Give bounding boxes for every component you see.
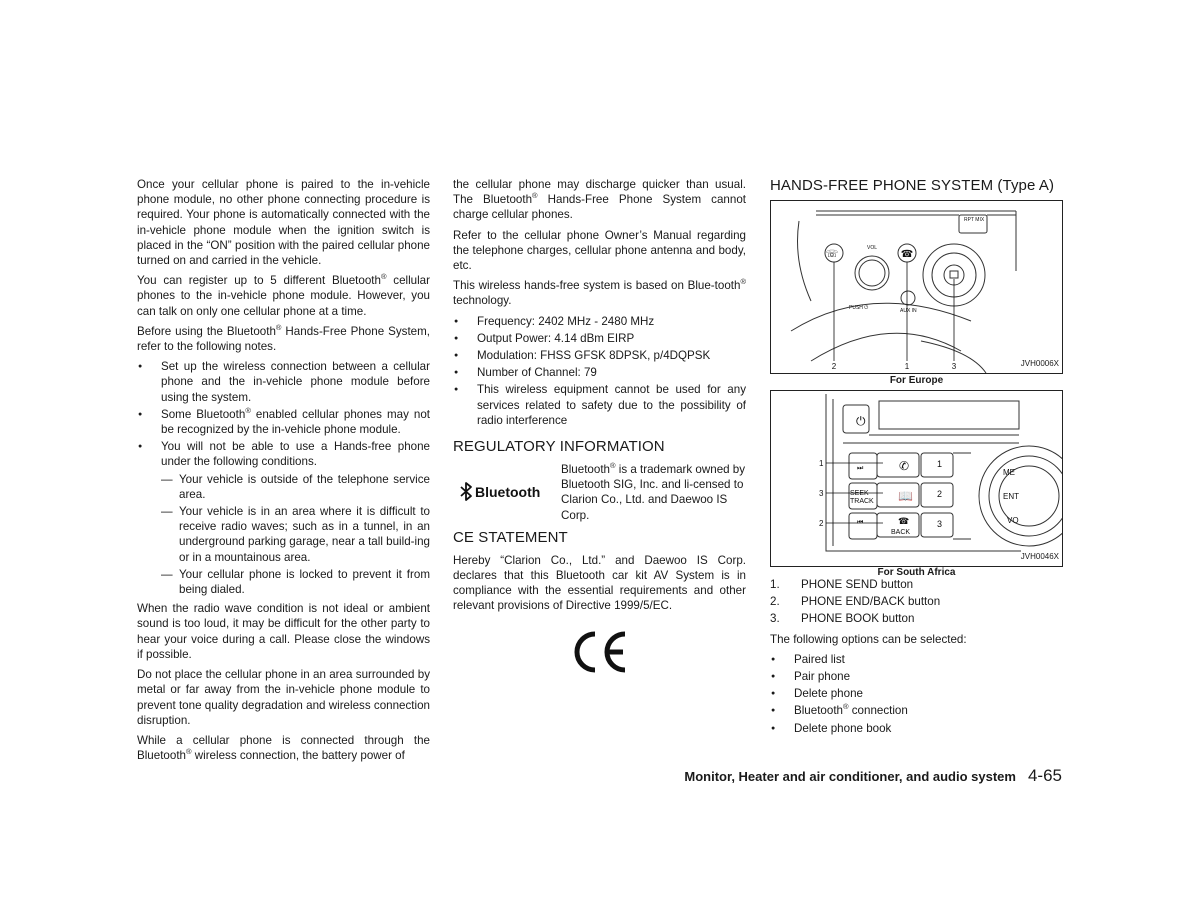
registered-mark: ® [275,322,282,332]
page-footer [684,766,1062,786]
button-legend [770,577,1063,627]
bluetooth-logo [453,462,549,523]
enter-label: ENT [1003,492,1019,501]
figure-code: JVH0006X [1020,358,1059,368]
column-right [770,177,1063,740]
registered-mark: ® [610,461,616,471]
preset-2-label: 2 [937,489,943,499]
section-heading: REGULATORY INFORMATION [453,438,665,456]
paragraph: Once your cellular phone is paired to the in-vehicle phone module, no other phone connecting procedure is required. Your phone is automatically connected with the in-vehicle phone module when the ignition switch is placed in the “ON” position with the paired cellular phone turned on and carried in the vehicle. [137,178,430,268]
preset-3-label: 3 [937,519,943,529]
list-item: ● Some Bluetooth® enabled cellular phones may not be recognized by the in-vehicle phone module. [137,407,430,437]
list-item: — Your cellular phone is locked to prevent it from being dialed. [161,567,430,597]
notes-list [137,359,430,597]
phone-book-icon: 📖 [898,489,913,503]
aux-in-label: AUX IN [900,308,917,314]
paragraph: You can register up to 5 different Bluetooth® cellular phones to the in-vehicle phone module. However, you can talk on only one cellular phone at a time. [137,272,430,318]
list-item: ● Frequency: 2402 MHz - 2480 MHz [453,314,746,329]
paragraph: Hereby “Clarion Co., Ltd.” and Daewoo IS Corp. declares that this Bluetooth car kit AV System is in compliance with the essential requirements and other relevant provisions of Directive 1999/5/EC. [453,553,746,613]
vol-label: VOL [867,245,878,251]
figure-europe [770,200,1063,374]
menu-label: ME [1003,468,1015,477]
figure-caption: For Europe [889,375,944,386]
list-item: ● Number of Channel: 79 [453,365,746,380]
list-item: ● Paired list [770,652,1063,667]
seek-label: SEEK [850,490,869,497]
registered-mark: ® [380,272,387,282]
figure-code: JVH0046X [1020,551,1059,561]
paragraph: Before using the Bluetooth® Hands-Free Phone System, refer to the following notes. [137,322,430,354]
bluetooth-logo-text: Bluetooth [475,484,541,501]
list-item: ● Pair phone [770,669,1063,684]
section-heading: HANDS-FREE PHONE SYSTEM (Type A) [770,177,1055,194]
page-number: 4-65 [1027,766,1062,785]
column-left [137,177,430,768]
callout-2: 2 [831,362,837,371]
list-item: ● This wireless equipment cannot be used for any services related to safety due to the possibility of radio interference [453,382,746,428]
options-list [770,652,1063,736]
figure-caption: For South Africa [877,567,956,578]
list-item: — Your vehicle is in an area where it is difficult to receive radio waves; such as in a tunnel, in an underground parking garage, near a tall build-ing or in a mountainous area. [161,504,430,565]
paragraph: When the radio wave condition is not ideal or ambient sound is too loud, it may be difficult for the other party to hear your voice during a call. Please close the windows if possible. [137,602,430,661]
registered-mark: ® [245,405,251,415]
list-item: ● Set up the wireless connection between a cellular phone and the in-vehicle phone module before using the system. [137,359,430,405]
paragraph: Refer to the cellular phone Owner’s Manual regarding the telephone charges, cellular phone antenna and body, etc. [453,228,746,273]
registered-mark: ® [532,191,538,201]
callout-1: 1 [819,459,824,468]
callout-3: 3 [819,489,824,498]
list-item: 3. PHONE BOOK button [770,612,915,626]
list-item: ● Modulation: FHSS GFSK 8DPSK, p/4DQPSK [453,348,746,363]
volume-label: VO [1007,516,1019,525]
list-item: ● Output Power: 4.14 dBm EIRP [453,331,746,346]
section-title: Monitor, Heater and air conditioner, and audio system [684,769,1016,784]
column-middle [453,177,746,676]
phone-send-icon: ☏ [825,249,839,260]
list-item: ● Delete phone [770,686,1063,701]
specs-list [453,314,746,428]
paragraph: This wireless hands-free system is based on Blue-tooth® technology. [453,277,746,308]
paragraph: The following options can be selected: [770,632,967,646]
callout-3: 3 [951,362,957,371]
phone-send-icon: ✆ [899,459,910,473]
preset-1-label: 1 [937,459,943,469]
audio-panel-europe-illustration [771,201,1062,373]
paragraph: While a cellular phone is connected through the Bluetooth® wireless connection, the battery power of [137,733,430,763]
list-item: — Your vehicle is outside of the telephone service area. [161,472,430,502]
registered-mark: ® [843,702,849,712]
list-item: ● Bluetooth® connection [770,703,1063,718]
conditions-list [161,472,430,598]
bluetooth-trademark [453,462,746,523]
paragraph: Bluetooth® is a trademark owned by Bluetooth SIG, Inc. and li-censed to Clarion Co., Ltd. and Daewoo IS Corp. [561,461,746,522]
rpt-mix-label: RPT MIX [964,217,985,223]
power-icon: ⏻ [856,414,866,428]
prev-track-icon: ⏮ [857,519,864,526]
list-item: 2. PHONE END/BACK button [770,595,941,609]
section-heading: CE STATEMENT [453,528,568,546]
callout-2: 2 [819,519,824,528]
figure-south-africa [770,390,1063,567]
list-item: 1. PHONE SEND button [770,578,914,591]
back-label: BACK [891,529,911,536]
callout-1: 1 [904,362,910,371]
paragraph: the cellular phone may discharge quicker than usual. The Bluetooth® Hands-Free Phone System cannot charge cellular phones. [453,178,746,222]
track-label: TRACK [850,498,874,505]
paragraph: Do not place the cellular phone in an area surrounded by metal or far away from the in-vehicle phone module to prevent tone quality degradation and wireless connection disruption. [137,668,430,727]
audio-panel-south-africa-illustration [771,391,1062,566]
list-item: ● You will not be able to use a Hands-free phone under the following conditions. — Your vehicle is outside of the telephone service area. — Your vehicle is in an area where it is difficult to receive radio waves; such as in a tunnel, in an underground parking garage, near a tall build-ing or in a mountainous area. — Your cellular phone is locked to prevent it from being dialed. [137,439,430,597]
push-label: PUSH ⏻ [849,305,869,311]
registered-mark: ® [186,747,192,757]
list-item: ● Delete phone book [770,721,1063,736]
ce-mark-icon [453,628,746,676]
registered-mark: ® [740,277,746,287]
phone-end-icon: ☎ [898,516,910,526]
bluetooth-rune-icon [459,481,543,503]
next-track-icon: ⏭ [857,465,864,472]
phone-end-icon: ☎ [900,249,914,260]
